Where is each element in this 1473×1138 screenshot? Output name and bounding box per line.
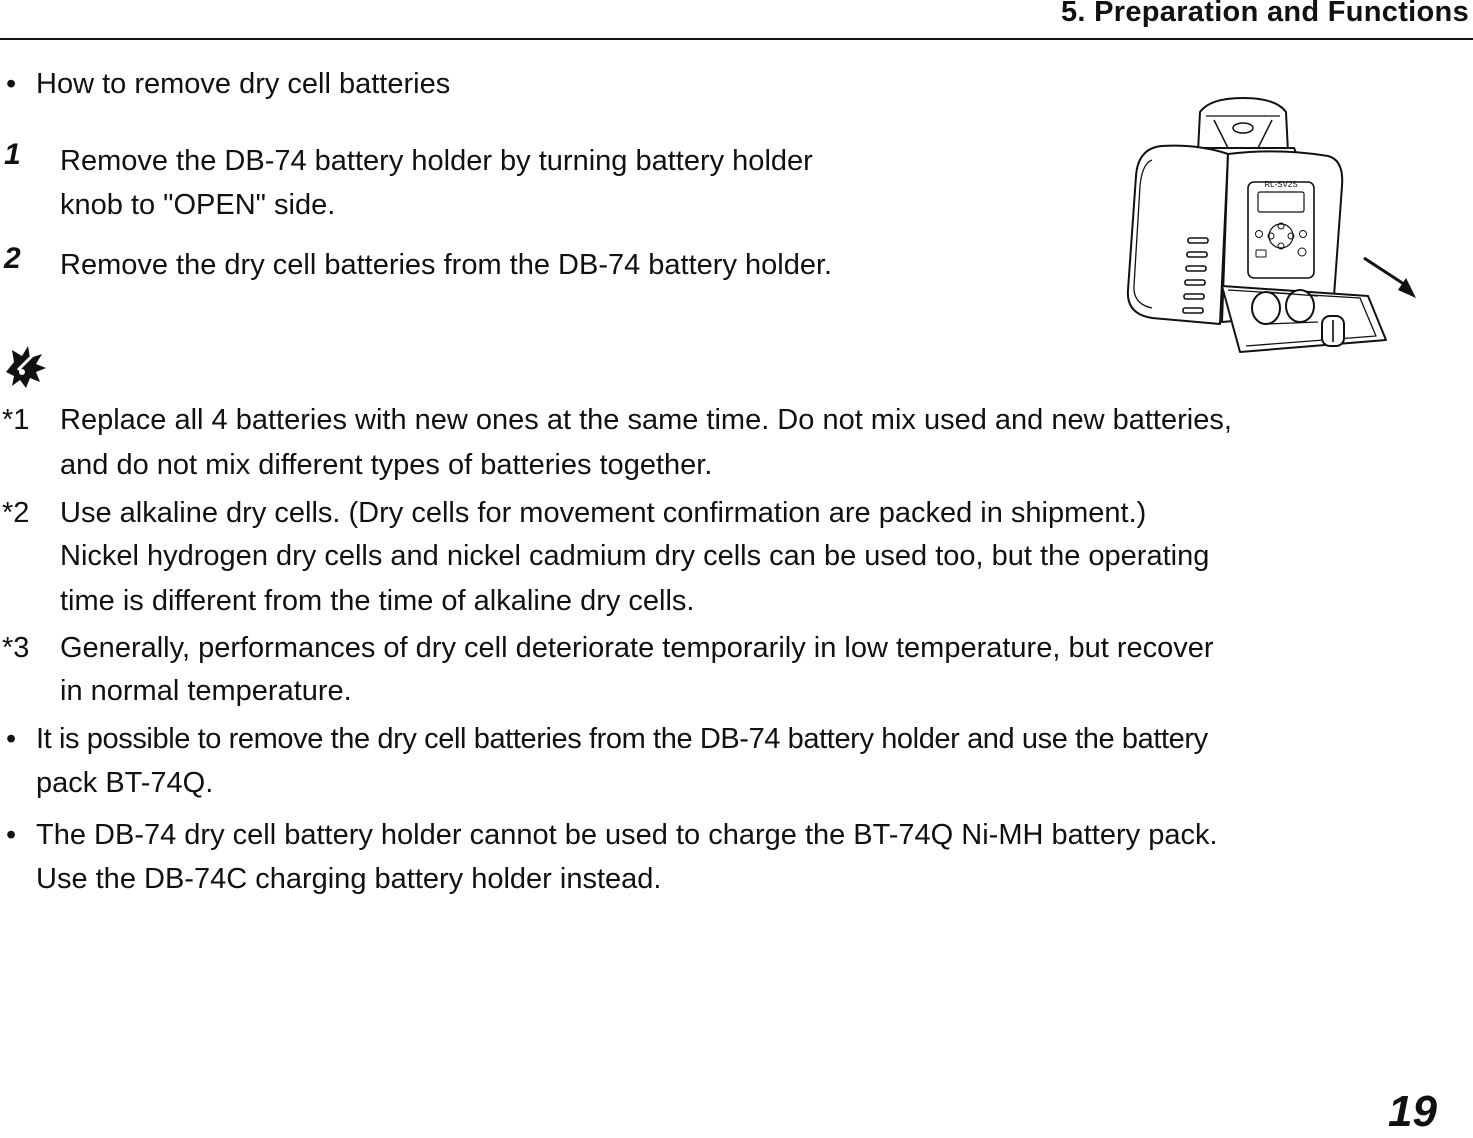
bullet-text-line: Use the DB-74C charging battery holder instead. xyxy=(36,863,662,895)
pull-out-arrow-icon xyxy=(1364,258,1416,298)
step-text-line: Remove the dry cell batteries from the DB-74 battery holder. xyxy=(60,249,833,281)
note-marker: *3 xyxy=(2,632,30,664)
note-text-line: Replace all 4 batteries with new ones at the same time. Do not mix used and new batteries, xyxy=(60,404,1232,436)
note-text-line: time is different from the time of alkaline dry cells. xyxy=(60,585,695,617)
note-text-line: and do not mix different types of batteries together. xyxy=(60,449,713,481)
note-text-line: Generally, performances of dry cell deteriorate temporarily in low temperature, but recover xyxy=(60,632,1214,664)
laser-battery-holder-illustration xyxy=(1118,90,1428,368)
bullet-text-line: It is possible to remove the dry cell batteries from the DB-74 battery holder and use the battery xyxy=(36,723,1208,755)
note-text-line: Nickel hydrogen dry cells and nickel cadmium dry cells can be used too, but the operating xyxy=(60,540,1210,572)
step-text-line: Remove the DB-74 battery holder by turning battery holder xyxy=(60,145,813,177)
step-text-line: knob to "OPEN" side. xyxy=(60,189,336,221)
note-text-line: in normal temperature. xyxy=(60,675,352,707)
section-heading: How to remove dry cell batteries xyxy=(36,68,451,100)
bullet-marker: • xyxy=(6,723,17,755)
bullet-marker: • xyxy=(6,819,17,851)
caution-note-icon xyxy=(2,342,48,390)
page-header-title: 5. Preparation and Functions xyxy=(1060,0,1469,28)
section-bullet: • xyxy=(6,68,17,100)
page-number: 19 xyxy=(1388,1087,1437,1136)
note-text-line: Use alkaline dry cells. (Dry cells for movement confirmation are packed in shipment.) xyxy=(60,497,1147,529)
step-number: 2 xyxy=(4,242,21,275)
bullet-text-line: The DB-74 dry cell battery holder cannot be used to charge the BT-74Q Ni-MH battery pack. xyxy=(36,819,1218,851)
header-divider xyxy=(0,38,1473,40)
note-marker: *2 xyxy=(2,497,30,529)
note-marker: *1 xyxy=(2,404,30,436)
bullet-text-line: pack BT-74Q. xyxy=(36,767,214,799)
step-number: 1 xyxy=(4,138,21,171)
panel-model-label: RL-SV2S xyxy=(1264,180,1298,189)
